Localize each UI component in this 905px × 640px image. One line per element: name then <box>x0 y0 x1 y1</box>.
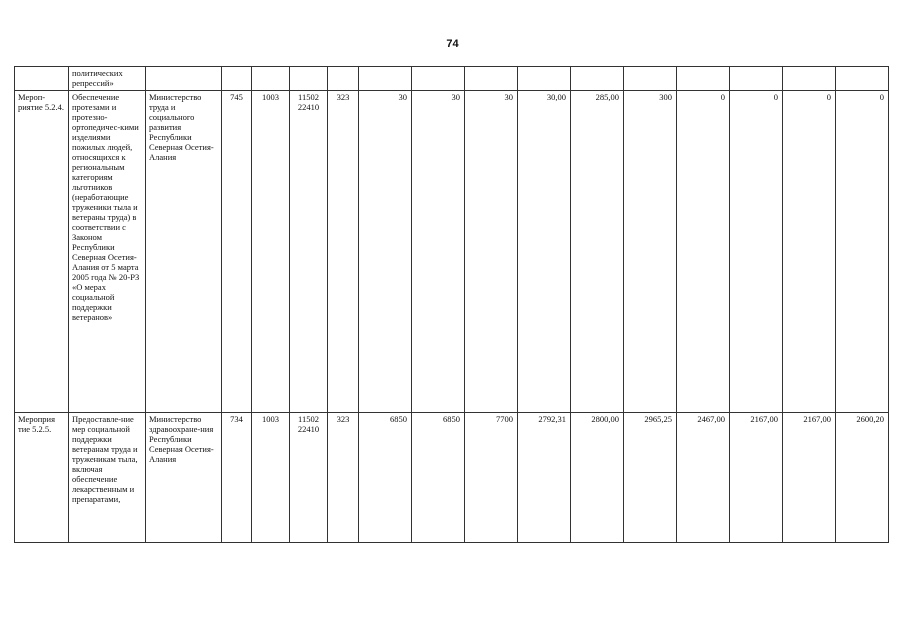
table-row <box>15 413 889 543</box>
cell-value: 30 <box>465 91 518 413</box>
cell-value <box>359 67 412 91</box>
cell-executor <box>146 67 222 91</box>
cell-value <box>465 67 518 91</box>
cell-section: 1003 <box>252 91 290 413</box>
cell-section: 1003 <box>252 413 290 543</box>
cell-value <box>836 67 889 91</box>
cell-expense-type <box>328 67 359 91</box>
cell-value: 0 <box>677 91 730 413</box>
cell-activity <box>15 67 69 91</box>
cell-value <box>677 67 730 91</box>
cell-activity: Мероприя тие 5.2.5. <box>15 413 69 543</box>
cell-value: 0 <box>783 91 836 413</box>
cell-value: 6850 <box>359 413 412 543</box>
cell-value: 30 <box>412 91 465 413</box>
cell-executor: Министерство здравоохране-ния Республики Северная Осетия-Алания <box>146 413 222 543</box>
cell-value: 6850 <box>412 413 465 543</box>
cell-executor: Министерство труда и социального развития Республики Северная Осетия-Алания <box>146 91 222 413</box>
cell-value: 300 <box>624 91 677 413</box>
cell-value: 2792,31 <box>518 413 571 543</box>
cell-value <box>783 67 836 91</box>
cell-value <box>412 67 465 91</box>
budget-table <box>14 66 889 543</box>
cell-grbs <box>222 67 252 91</box>
cell-value: 0 <box>836 91 889 413</box>
cell-value: 2800,00 <box>571 413 624 543</box>
cell-grbs: 734 <box>222 413 252 543</box>
cell-grbs: 745 <box>222 91 252 413</box>
cell-value: 2600,20 <box>836 413 889 543</box>
cell-value: 7700 <box>465 413 518 543</box>
cell-target <box>290 67 328 91</box>
cell-value: 2965,25 <box>624 413 677 543</box>
cell-target: 11502 22410 <box>290 91 328 413</box>
cell-section <box>252 67 290 91</box>
cell-value: 2167,00 <box>783 413 836 543</box>
cell-activity: Мероп-риятие 5.2.4. <box>15 91 69 413</box>
cell-value <box>624 67 677 91</box>
table-row <box>15 67 889 91</box>
cell-target: 11502 22410 <box>290 413 328 543</box>
cell-value: 30,00 <box>518 91 571 413</box>
cell-value: 285,00 <box>571 91 624 413</box>
cell-description: Обеспечение протезами и протезно-ортопедичес-кими изделиями пожилых людей, относящихся к региональным категориям льготников (неработающие труженики тыла и ветераны труда) в соответствии с Законом Республики Северная Осетия-Алания от 5 марта 2005 года № 20-РЗ «О мерах социальной поддержки ветеранов» <box>69 91 146 413</box>
cell-value: 2467,00 <box>677 413 730 543</box>
cell-expense-type: 323 <box>328 413 359 543</box>
cell-description: политических репрессий» <box>69 67 146 91</box>
cell-value <box>571 67 624 91</box>
cell-value: 0 <box>730 91 783 413</box>
cell-value <box>518 67 571 91</box>
cell-value <box>730 67 783 91</box>
cell-expense-type: 323 <box>328 91 359 413</box>
cell-value: 2167,00 <box>730 413 783 543</box>
page-number: 74 <box>446 38 459 50</box>
cell-value: 30 <box>359 91 412 413</box>
cell-description: Предоставле-ние мер социальной поддержки ветеранам труда и труженикам тыла, включая обеспечение лекарственным и препаратами, <box>69 413 146 543</box>
table-row <box>15 91 889 413</box>
